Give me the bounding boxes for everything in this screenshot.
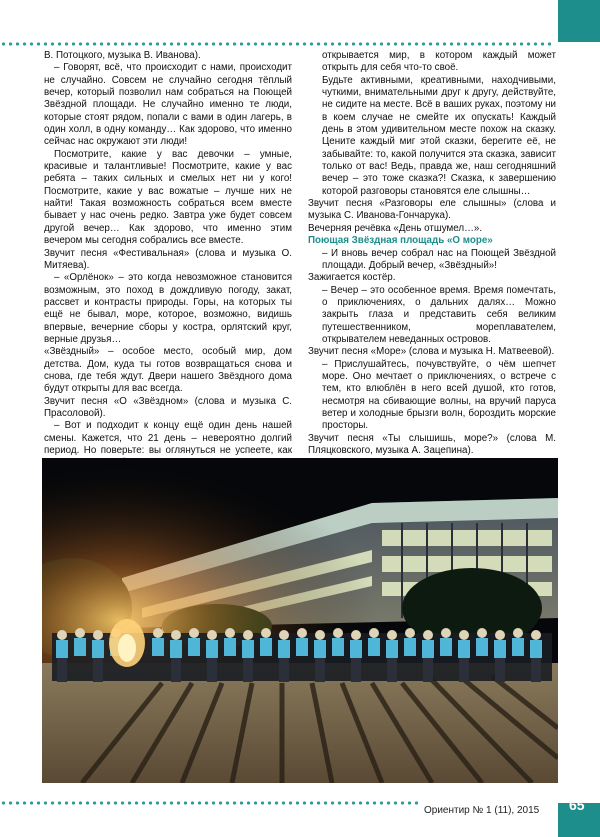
paragraph: Звучит песня «Фестивальная» (слова и музыка О. Митяева). xyxy=(44,247,292,271)
paragraph: Вечерняя речёвка «День отшумел…». xyxy=(308,222,483,234)
paragraph: В. Потоцкого, музыка В. Иванова). xyxy=(44,50,201,61)
section-heading: Поющая Звёздная площадь «О море» xyxy=(308,235,493,247)
paragraph: Зажигается костёр. xyxy=(308,272,396,284)
bottom-dotted-divider xyxy=(0,801,420,805)
corner-block-top xyxy=(558,0,600,42)
paragraph: – Вот и подходит к концу ещё один день нашей смены. Кажется, что 21 день – невероятно долгий период. Но поверьте: вы оглянуться не успеете, как xyxy=(44,420,292,456)
photo-illustration xyxy=(42,458,558,783)
paragraph: – И вновь вечер собрал нас на Поющей Звёздной площади. Добрый вечер, «Звёздный»! xyxy=(322,247,556,271)
paragraph: Будьте активными, креативными, находчивыми, чуткими, внимательными друг к другу, действуйте, не сидите на месте. Всё в ваших руках, поэтому ни в коем случае не смейте их опускать! Каждый день в этом удивительном месте похож на сказку. Цените каждый миг этой сказки, берегите её, не забывайте: то, какой получится эта сказка, зависит только от вас! Ведь, правда же, наш сегодняшний вечер – это тоже сказка?! Сказка, к завершению которой разговоры становятся еле слышны… xyxy=(322,74,556,197)
journal-issue: Ориентир № 1 (11), 2015 xyxy=(424,805,540,816)
paragraph: открывается мир, в котором каждый может открыть для себя что-то своё. xyxy=(322,50,556,74)
page-number: 65 xyxy=(569,797,585,813)
paragraph: – Прислушайтесь, почувствуйте, о чём шепчет море. Оно мечтает о приключениях, о встрече с тем, кто влюблён в него всей душой, кто готов, несмотря на сбивающие волны, на вручий паруса ветер и холодные брызги волн, бороздить морские просторы. xyxy=(322,358,556,432)
paragraph: Звучит песня «О «Звёздном» (слова и музыка С. Прасоловой). xyxy=(44,395,292,419)
top-dotted-divider xyxy=(0,42,555,46)
paragraph: – Вечер – это особенное время. Время помечтать, о приключениях, о дальних далях… Можно закрыть глаза и представить себя великим путешественником, мореплавателем, открывателем неведанных островов. xyxy=(322,284,556,345)
paragraph: – «Орлёнок» – это когда невозможное становится возможным, это поход в дождливую погоду, закат, рассвет и контрасты природы. Горы, на которых ты ещё не бывал, море, которое, возможно, видишь впервые, вечерние сборы у костра, орлятский круг, верные друзья… xyxy=(44,272,292,345)
article-column-right xyxy=(308,50,556,457)
paragraph: Звучит песня «Ты слышишь, море?» (слова М. Пляцковского, музыка А. Зацепина). xyxy=(308,432,556,456)
paragraph: – Говорят, всё, что происходит с нами, происходит не случайно. Совсем не случайно сегодня тёплый вечер, который позволил нам собраться на Поющей Звёздной площади. Не случайно именно те люди, которые стоят рядом, попали с вами в один лагерь, в один холл, в одну команду… Как здорово, что именно сейчас нас окружают эти люди! xyxy=(44,62,292,148)
paragraph: «Звёздный» – особое место, особый мир, дом детства. Дом, куда ты готов возвращаться снова и снова, где тебя ждут. Двери нашего Звёздного дома будут открыты для вас всегда. xyxy=(44,346,292,395)
paragraph: Посмотрите, какие у вас девочки – умные, красивые и талантливые! Посмотрите, какие у вас ребята – таких сильных и смелых нет ни у кого! Посмотрите, какие у вас вожатые – лучше них не найти! Такая возможность собраться всем вместе бывает у нас очень редко. Завтра уже будет совсем другой вечер… Как здорово, что именно этим вечером мы сегодня собрались все вместе. xyxy=(44,148,292,247)
evening-campfire-photo xyxy=(42,458,558,783)
article-column-left xyxy=(44,50,292,482)
paragraph: Звучит песня «Море» (слова и музыка Н. Матвеевой). xyxy=(308,346,555,358)
paragraph: Звучит песня «Разговоры еле слышны» (слова и музыка С. Иванова-Гончарука). xyxy=(308,198,556,222)
